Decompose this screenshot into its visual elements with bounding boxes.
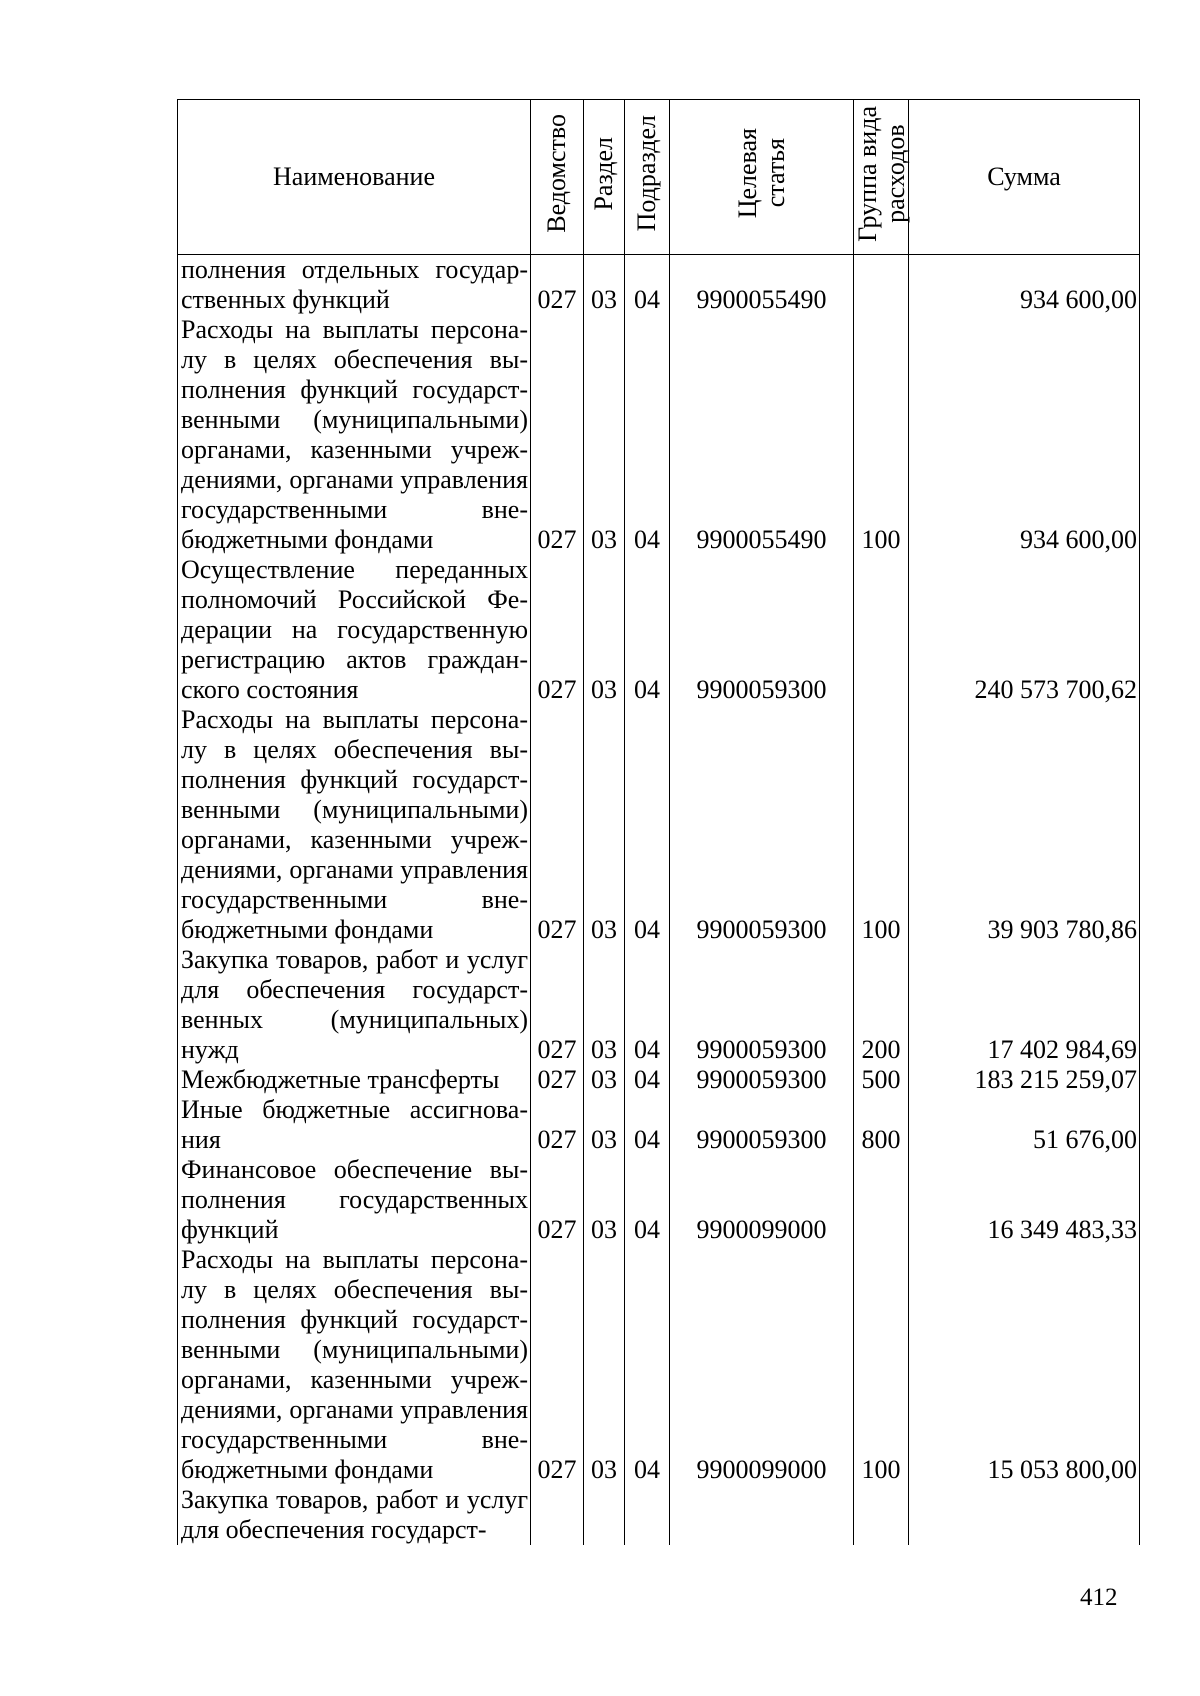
row-expense-group: 800 bbox=[854, 1095, 909, 1155]
row-name: Расходы на выплаты персоналу в целях обеспечения выполнения функций государственными (муниципальными) органами, казенными учреждениями, органами управления государственными внебюджетными фондами bbox=[178, 315, 531, 555]
row-amount: 16 349 483,33 bbox=[909, 1155, 1140, 1245]
table-row bbox=[178, 705, 1140, 945]
budget-table bbox=[177, 99, 1140, 1545]
row-target-article: 9900059300 bbox=[670, 945, 854, 1065]
row-name: Закупка товаров, работ и услуг для обеспечения государственных (муниципальных) нужд bbox=[178, 945, 531, 1065]
row-expense-group: 100 bbox=[854, 315, 909, 555]
row-subsection: 04 bbox=[625, 705, 670, 945]
table-row bbox=[178, 1155, 1140, 1245]
header-name-label: Наименование bbox=[273, 162, 435, 191]
row-target-article: 9900059300 bbox=[670, 1095, 854, 1155]
row-section: 03 bbox=[584, 1065, 625, 1095]
row-amount: 15 053 800,00 bbox=[909, 1245, 1140, 1485]
row-subsection: 04 bbox=[625, 1095, 670, 1155]
row-name: Закупка товаров, работ и услуг для обеспечения государст- bbox=[178, 1485, 531, 1545]
row-section: 03 bbox=[584, 1095, 625, 1155]
row-expense-group bbox=[854, 555, 909, 705]
header-target-article-label bbox=[734, 128, 790, 218]
header-section bbox=[584, 100, 625, 255]
row-section: 03 bbox=[584, 315, 625, 555]
header-expense-group-line1: Группа вида bbox=[853, 105, 882, 242]
row-amount bbox=[909, 1485, 1140, 1545]
header-expense-group bbox=[854, 100, 909, 255]
row-expense-group: 200 bbox=[854, 945, 909, 1065]
row-department bbox=[531, 1485, 584, 1545]
row-name: Межбюджетные трансферты bbox=[178, 1065, 531, 1095]
row-target-article: 9900099000 bbox=[670, 1245, 854, 1485]
row-section: 03 bbox=[584, 255, 625, 316]
row-section: 03 bbox=[584, 1245, 625, 1485]
row-section: 03 bbox=[584, 705, 625, 945]
row-section: 03 bbox=[584, 1155, 625, 1245]
row-section: 03 bbox=[584, 945, 625, 1065]
row-subsection: 04 bbox=[625, 1065, 670, 1095]
header-target-article-line1: Целевая bbox=[732, 128, 762, 219]
row-amount: 39 903 780,86 bbox=[909, 705, 1140, 945]
row-name: Осуществление переданных полномочий Российской Федерации на государственную регистрацию актов гражданского состояния bbox=[178, 555, 531, 705]
row-section bbox=[584, 1485, 625, 1545]
row-department: 027 bbox=[531, 555, 584, 705]
row-department: 027 bbox=[531, 255, 584, 316]
row-name: Иные бюджетные ассигнования bbox=[178, 1095, 531, 1155]
row-amount: 240 573 700,62 bbox=[909, 555, 1140, 705]
row-department: 027 bbox=[531, 1155, 584, 1245]
row-amount: 51 676,00 bbox=[909, 1095, 1140, 1155]
header-target-article bbox=[670, 100, 854, 255]
header-department bbox=[531, 100, 584, 255]
row-name: Расходы на выплаты персоналу в целях обеспечения выполнения функций государственными (муниципальными) органами, казенными учреждениями, органами управления государственными внебюджетными фондами bbox=[178, 1245, 531, 1485]
header-subsection bbox=[625, 100, 670, 255]
header-target-article-line2: статья bbox=[760, 138, 790, 209]
row-target-article: 9900059300 bbox=[670, 1065, 854, 1095]
row-target-article: 9900059300 bbox=[670, 555, 854, 705]
table-header-row bbox=[178, 100, 1140, 255]
row-expense-group: 100 bbox=[854, 705, 909, 945]
row-subsection: 04 bbox=[625, 1155, 670, 1245]
row-department: 027 bbox=[531, 1065, 584, 1095]
header-amount-label: Сумма bbox=[987, 162, 1061, 191]
row-target-article: 9900055490 bbox=[670, 255, 854, 316]
row-name: Расходы на выплаты персоналу в целях обеспечения выполнения функций государственными (муниципальными) органами, казенными учреждениями, органами управления государственными внебюджетными фондами bbox=[178, 705, 531, 945]
row-target-article bbox=[670, 1485, 854, 1545]
row-subsection bbox=[625, 1485, 670, 1545]
row-department: 027 bbox=[531, 1245, 584, 1485]
row-department: 027 bbox=[531, 1095, 584, 1155]
row-section: 03 bbox=[584, 555, 625, 705]
row-subsection: 04 bbox=[625, 315, 670, 555]
table-row bbox=[178, 945, 1140, 1065]
header-expense-group-line2: расходов bbox=[881, 124, 910, 223]
row-name: полнения отдельных государственных функций bbox=[178, 255, 531, 316]
row-name: Финансовое обеспечение выполнения государственных функций bbox=[178, 1155, 531, 1245]
header-name bbox=[178, 100, 531, 255]
page-number: 412 bbox=[1080, 1584, 1118, 1611]
row-subsection: 04 bbox=[625, 1245, 670, 1485]
header-section-label: Раздел bbox=[589, 136, 618, 211]
row-amount: 934 600,00 bbox=[909, 255, 1140, 316]
table-row bbox=[178, 1485, 1140, 1545]
row-expense-group: 100 bbox=[854, 1245, 909, 1485]
table-row bbox=[178, 1095, 1140, 1155]
row-department: 027 bbox=[531, 705, 584, 945]
row-target-article: 9900059300 bbox=[670, 705, 854, 945]
row-amount: 183 215 259,07 bbox=[909, 1065, 1140, 1095]
row-expense-group bbox=[854, 1485, 909, 1545]
row-department: 027 bbox=[531, 315, 584, 555]
header-department-label: Ведомство bbox=[542, 114, 571, 233]
row-amount: 17 402 984,69 bbox=[909, 945, 1140, 1065]
table-row bbox=[178, 1065, 1140, 1095]
row-subsection: 04 bbox=[625, 255, 670, 316]
row-subsection: 04 bbox=[625, 555, 670, 705]
table-row bbox=[178, 315, 1140, 555]
row-target-article: 9900099000 bbox=[670, 1155, 854, 1245]
table-row bbox=[178, 1245, 1140, 1485]
row-department: 027 bbox=[531, 945, 584, 1065]
header-amount bbox=[909, 100, 1140, 255]
row-target-article: 9900055490 bbox=[670, 315, 854, 555]
table-row bbox=[178, 255, 1140, 316]
header-expense-group-label bbox=[854, 106, 910, 242]
row-expense-group bbox=[854, 1155, 909, 1245]
header-subsection-label: Подраздел bbox=[632, 115, 661, 232]
row-expense-group bbox=[854, 255, 909, 316]
row-subsection: 04 bbox=[625, 945, 670, 1065]
table-row bbox=[178, 555, 1140, 705]
row-amount: 934 600,00 bbox=[909, 315, 1140, 555]
row-expense-group: 500 bbox=[854, 1065, 909, 1095]
